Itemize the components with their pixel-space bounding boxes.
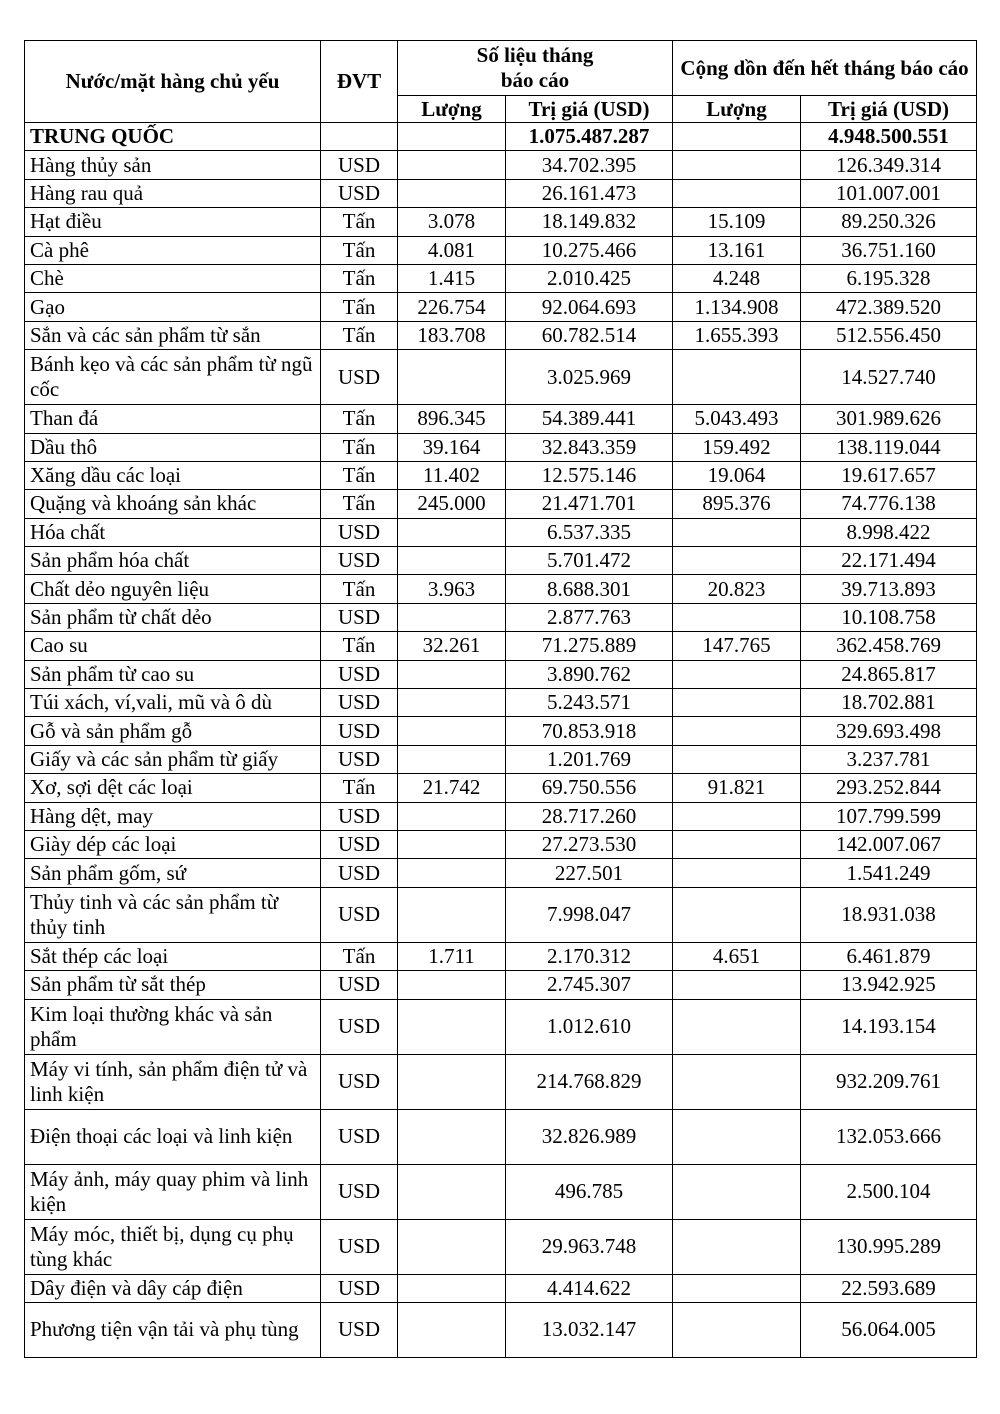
item-cum-value: 19.617.657 [801, 461, 977, 489]
item-name: Sản phẩm hóa chất [25, 547, 321, 575]
table-row [25, 999, 977, 1054]
item-cum-qty [673, 1164, 801, 1219]
item-unit: USD [321, 887, 398, 942]
item-cum-qty [673, 745, 801, 773]
table-row [25, 632, 977, 660]
item-month-qty: 21.742 [398, 774, 506, 802]
item-name: Hóa chất [25, 518, 321, 546]
item-name: Bánh kẹo và các sản phẩm từ ngũ cốc [25, 350, 321, 405]
item-cum-qty [673, 859, 801, 887]
header-month-group: Số liệu tháng báo cáo [398, 41, 673, 96]
table-row [25, 433, 977, 461]
item-cum-value: 22.593.689 [801, 1274, 977, 1302]
item-cum-value: 107.799.599 [801, 802, 977, 830]
item-unit: USD [321, 1274, 398, 1302]
item-cum-qty: 4.248 [673, 264, 801, 292]
item-month-qty: 3.078 [398, 208, 506, 236]
table-row [25, 236, 977, 264]
item-cum-qty [673, 830, 801, 858]
item-month-qty [398, 1302, 506, 1357]
item-month-value: 8.688.301 [506, 575, 673, 603]
header-month-value: Trị giá (USD) [506, 96, 673, 123]
item-month-qty [398, 999, 506, 1054]
item-unit: USD [321, 802, 398, 830]
item-cum-value: 362.458.769 [801, 632, 977, 660]
item-month-value: 496.785 [506, 1164, 673, 1219]
header-unit: ĐVT [321, 41, 398, 123]
item-unit: USD [321, 717, 398, 745]
item-month-qty: 1.415 [398, 264, 506, 292]
item-name: Dầu thô [25, 433, 321, 461]
item-name: Sắn và các sản phẩm từ sắn [25, 321, 321, 349]
item-unit: USD [321, 830, 398, 858]
item-month-qty [398, 660, 506, 688]
item-month-value: 7.998.047 [506, 887, 673, 942]
item-cum-value: 130.995.289 [801, 1219, 977, 1274]
country-cum-value: 4.948.500.551 [801, 123, 977, 151]
item-cum-value: 2.500.104 [801, 1164, 977, 1219]
table-row [25, 689, 977, 717]
item-cum-value: 301.989.626 [801, 405, 977, 433]
item-name: Cà phê [25, 236, 321, 264]
item-cum-value: 10.108.758 [801, 603, 977, 631]
item-cum-value: 142.007.067 [801, 830, 977, 858]
table-row [25, 179, 977, 207]
item-cum-qty [673, 887, 801, 942]
table-row [25, 660, 977, 688]
table-header [25, 41, 977, 123]
item-name: Cao su [25, 632, 321, 660]
item-cum-qty [673, 971, 801, 999]
table-row [25, 518, 977, 546]
item-cum-value: 56.064.005 [801, 1302, 977, 1357]
item-unit: USD [321, 689, 398, 717]
item-month-value: 2.877.763 [506, 603, 673, 631]
item-unit: USD [321, 151, 398, 179]
item-month-qty [398, 859, 506, 887]
item-unit: Tấn [321, 490, 398, 518]
item-name: Thủy tinh và các sản phẩm từ thủy tinh [25, 887, 321, 942]
item-name: Chè [25, 264, 321, 292]
item-unit: USD [321, 1109, 398, 1164]
item-cum-qty: 20.823 [673, 575, 801, 603]
item-month-qty [398, 1219, 506, 1274]
item-month-qty [398, 1109, 506, 1164]
table-row [25, 490, 977, 518]
item-month-value: 2.010.425 [506, 264, 673, 292]
item-unit: Tấn [321, 774, 398, 802]
item-month-value: 4.414.622 [506, 1274, 673, 1302]
item-unit: USD [321, 1302, 398, 1357]
item-month-qty: 32.261 [398, 632, 506, 660]
item-cum-qty [673, 151, 801, 179]
item-name: Hàng thủy sản [25, 151, 321, 179]
item-month-value: 2.170.312 [506, 942, 673, 970]
item-month-value: 69.750.556 [506, 774, 673, 802]
item-month-qty [398, 1164, 506, 1219]
item-cum-qty [673, 717, 801, 745]
item-unit: USD [321, 1164, 398, 1219]
country-name: TRUNG QUỐC [25, 123, 321, 151]
item-month-value: 227.501 [506, 859, 673, 887]
table-body [25, 123, 977, 1358]
item-name: Giày dép các loại [25, 830, 321, 858]
item-cum-qty: 4.651 [673, 942, 801, 970]
item-name: Máy vi tính, sản phẩm điện tử và linh kiện [25, 1054, 321, 1109]
item-month-value: 3.025.969 [506, 350, 673, 405]
item-cum-value: 293.252.844 [801, 774, 977, 802]
country-unit [321, 123, 398, 151]
item-unit: Tấn [321, 632, 398, 660]
country-cum-qty [673, 123, 801, 151]
header-cum-qty: Lượng [673, 96, 801, 123]
item-cum-value: 329.693.498 [801, 717, 977, 745]
item-name: Túi xách, ví,vali, mũ và ô dù [25, 689, 321, 717]
table-row [25, 1302, 977, 1357]
table-row [25, 264, 977, 292]
item-name: Xơ, sợi dệt các loại [25, 774, 321, 802]
item-cum-value: 138.119.044 [801, 433, 977, 461]
item-cum-value: 36.751.160 [801, 236, 977, 264]
item-cum-qty [673, 603, 801, 631]
item-month-value: 21.471.701 [506, 490, 673, 518]
item-month-value: 26.161.473 [506, 179, 673, 207]
item-month-qty [398, 802, 506, 830]
item-month-qty: 3.963 [398, 575, 506, 603]
item-month-value: 29.963.748 [506, 1219, 673, 1274]
item-month-value: 60.782.514 [506, 321, 673, 349]
item-name: Quặng và khoáng sản khác [25, 490, 321, 518]
item-cum-qty: 1.655.393 [673, 321, 801, 349]
table-row [25, 547, 977, 575]
item-unit: USD [321, 518, 398, 546]
table-row [25, 603, 977, 631]
item-unit: USD [321, 859, 398, 887]
item-cum-value: 74.776.138 [801, 490, 977, 518]
item-unit: USD [321, 745, 398, 773]
item-month-qty [398, 179, 506, 207]
item-month-qty: 183.708 [398, 321, 506, 349]
item-month-qty [398, 971, 506, 999]
header-month-qty: Lượng [398, 96, 506, 123]
table-row [25, 461, 977, 489]
item-month-value: 32.843.359 [506, 433, 673, 461]
item-cum-qty: 91.821 [673, 774, 801, 802]
table-row [25, 717, 977, 745]
item-month-value: 71.275.889 [506, 632, 673, 660]
item-month-qty [398, 603, 506, 631]
table-row [25, 405, 977, 433]
table-row [25, 1274, 977, 1302]
item-cum-qty: 159.492 [673, 433, 801, 461]
item-month-qty [398, 151, 506, 179]
item-month-value: 12.575.146 [506, 461, 673, 489]
table-row [25, 575, 977, 603]
table-row [25, 208, 977, 236]
item-cum-qty [673, 999, 801, 1054]
table-row [25, 350, 977, 405]
item-month-qty [398, 830, 506, 858]
item-cum-qty [673, 518, 801, 546]
item-month-qty [398, 1274, 506, 1302]
item-month-qty: 226.754 [398, 293, 506, 321]
item-cum-value: 13.942.925 [801, 971, 977, 999]
table-row [25, 830, 977, 858]
item-cum-value: 8.998.422 [801, 518, 977, 546]
item-month-value: 6.537.335 [506, 518, 673, 546]
item-name: Sản phẩm từ cao su [25, 660, 321, 688]
trade-table [24, 40, 977, 1358]
item-month-qty [398, 717, 506, 745]
item-cum-value: 18.931.038 [801, 887, 977, 942]
item-month-qty [398, 547, 506, 575]
item-cum-value: 6.195.328 [801, 264, 977, 292]
item-unit: USD [321, 350, 398, 405]
item-cum-qty: 1.134.908 [673, 293, 801, 321]
item-month-value: 32.826.989 [506, 1109, 673, 1164]
item-month-value: 92.064.693 [506, 293, 673, 321]
item-month-value: 1.012.610 [506, 999, 673, 1054]
item-unit: USD [321, 179, 398, 207]
item-cum-value: 101.007.001 [801, 179, 977, 207]
item-cum-value: 126.349.314 [801, 151, 977, 179]
item-month-value: 1.201.769 [506, 745, 673, 773]
item-name: Than đá [25, 405, 321, 433]
country-month-value: 1.075.487.287 [506, 123, 673, 151]
item-cum-value: 512.556.450 [801, 321, 977, 349]
item-name: Hàng rau quả [25, 179, 321, 207]
country-month-qty [398, 123, 506, 151]
table-row [25, 774, 977, 802]
item-unit: USD [321, 547, 398, 575]
item-month-value: 214.768.829 [506, 1054, 673, 1109]
item-cum-value: 39.713.893 [801, 575, 977, 603]
item-cum-value: 89.250.326 [801, 208, 977, 236]
item-cum-qty: 895.376 [673, 490, 801, 518]
item-cum-qty: 13.161 [673, 236, 801, 264]
table-row [25, 942, 977, 970]
table-row [25, 1109, 977, 1164]
item-cum-value: 3.237.781 [801, 745, 977, 773]
item-month-value: 54.389.441 [506, 405, 673, 433]
item-cum-qty [673, 1109, 801, 1164]
item-name: Hạt điều [25, 208, 321, 236]
header-cum-value: Trị giá (USD) [801, 96, 977, 123]
item-unit: Tấn [321, 461, 398, 489]
item-unit: Tấn [321, 405, 398, 433]
item-month-value: 27.273.530 [506, 830, 673, 858]
item-name: Xăng dầu các loại [25, 461, 321, 489]
item-month-value: 34.702.395 [506, 151, 673, 179]
item-cum-qty: 5.043.493 [673, 405, 801, 433]
item-month-qty [398, 887, 506, 942]
item-month-value: 10.275.466 [506, 236, 673, 264]
item-name: Sắt thép các loại [25, 942, 321, 970]
item-month-qty [398, 350, 506, 405]
item-unit: USD [321, 971, 398, 999]
item-cum-value: 132.053.666 [801, 1109, 977, 1164]
item-name: Hàng dệt, may [25, 802, 321, 830]
item-cum-qty [673, 1054, 801, 1109]
item-month-value: 28.717.260 [506, 802, 673, 830]
item-month-value: 2.745.307 [506, 971, 673, 999]
item-cum-value: 14.527.740 [801, 350, 977, 405]
item-cum-qty [673, 350, 801, 405]
country-row [25, 123, 977, 151]
item-cum-qty [673, 1302, 801, 1357]
item-cum-qty [673, 660, 801, 688]
item-month-qty: 11.402 [398, 461, 506, 489]
header-item: Nước/mặt hàng chủ yếu [25, 41, 321, 123]
item-name: Sản phẩm từ sắt thép [25, 971, 321, 999]
item-unit: Tấn [321, 433, 398, 461]
table-row [25, 802, 977, 830]
header-cumulative-group: Cộng dồn đến hết tháng báo cáo [673, 41, 977, 96]
item-unit: USD [321, 1054, 398, 1109]
item-month-value: 70.853.918 [506, 717, 673, 745]
item-unit: USD [321, 603, 398, 631]
item-cum-qty [673, 689, 801, 717]
item-unit: Tấn [321, 208, 398, 236]
table-row [25, 887, 977, 942]
item-cum-value: 472.389.520 [801, 293, 977, 321]
item-month-qty: 896.345 [398, 405, 506, 433]
item-month-value: 5.243.571 [506, 689, 673, 717]
item-cum-value: 18.702.881 [801, 689, 977, 717]
item-name: Sản phẩm từ chất dẻo [25, 603, 321, 631]
item-month-qty: 245.000 [398, 490, 506, 518]
item-unit: Tấn [321, 942, 398, 970]
table-row [25, 321, 977, 349]
item-cum-qty [673, 547, 801, 575]
item-month-qty [398, 518, 506, 546]
item-cum-value: 14.193.154 [801, 999, 977, 1054]
item-cum-qty [673, 802, 801, 830]
item-month-value: 13.032.147 [506, 1302, 673, 1357]
item-unit: Tấn [321, 293, 398, 321]
item-name: Sản phẩm gốm, sứ [25, 859, 321, 887]
item-cum-value: 6.461.879 [801, 942, 977, 970]
item-cum-value: 22.171.494 [801, 547, 977, 575]
item-name: Kim loại thường khác và sản phẩm [25, 999, 321, 1054]
item-month-value: 18.149.832 [506, 208, 673, 236]
item-name: Điện thoại các loại và linh kiện [25, 1109, 321, 1164]
table-row [25, 745, 977, 773]
item-unit: Tấn [321, 321, 398, 349]
item-month-qty: 39.164 [398, 433, 506, 461]
item-name: Dây điện và dây cáp điện [25, 1274, 321, 1302]
item-cum-value: 932.209.761 [801, 1054, 977, 1109]
table-row [25, 151, 977, 179]
item-unit: USD [321, 999, 398, 1054]
table-row [25, 293, 977, 321]
table-row [25, 859, 977, 887]
item-name: Giấy và các sản phẩm từ giấy [25, 745, 321, 773]
table-row [25, 1164, 977, 1219]
item-month-qty [398, 745, 506, 773]
item-month-qty: 1.711 [398, 942, 506, 970]
item-name: Gạo [25, 293, 321, 321]
table-row [25, 971, 977, 999]
item-cum-qty [673, 1274, 801, 1302]
item-unit: USD [321, 1219, 398, 1274]
item-month-value: 3.890.762 [506, 660, 673, 688]
item-cum-qty: 19.064 [673, 461, 801, 489]
item-cum-qty: 15.109 [673, 208, 801, 236]
item-month-value: 5.701.472 [506, 547, 673, 575]
item-name: Chất dẻo nguyên liệu [25, 575, 321, 603]
item-name: Máy ảnh, máy quay phim và linh kiện [25, 1164, 321, 1219]
item-month-qty [398, 1054, 506, 1109]
item-unit: Tấn [321, 264, 398, 292]
item-cum-qty [673, 1219, 801, 1274]
item-name: Máy móc, thiết bị, dụng cụ phụ tùng khác [25, 1219, 321, 1274]
item-unit: Tấn [321, 236, 398, 264]
table-row [25, 1054, 977, 1109]
item-cum-qty [673, 179, 801, 207]
item-unit: Tấn [321, 575, 398, 603]
item-name: Gỗ và sản phẩm gỗ [25, 717, 321, 745]
item-cum-qty: 147.765 [673, 632, 801, 660]
item-name: Phương tiện vận tải và phụ tùng [25, 1302, 321, 1357]
item-cum-value: 24.865.817 [801, 660, 977, 688]
item-cum-value: 1.541.249 [801, 859, 977, 887]
item-unit: USD [321, 660, 398, 688]
table-row [25, 1219, 977, 1274]
item-month-qty [398, 689, 506, 717]
item-month-qty: 4.081 [398, 236, 506, 264]
